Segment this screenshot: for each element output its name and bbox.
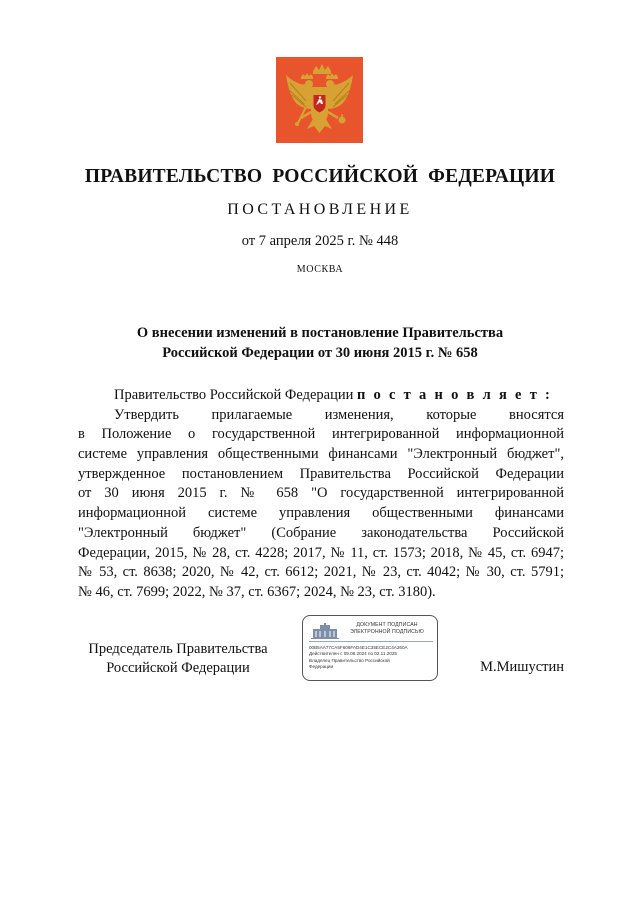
stamp-divider <box>309 641 433 642</box>
subject-line: О внесении изменений в постановление Правительства <box>136 325 504 341</box>
document-body <box>78 386 564 603</box>
coat-of-arms-icon <box>276 57 363 143</box>
stamp-owner: Владелец Правительство Российской <box>309 657 390 663</box>
signer-position-line: Российской Федерации <box>106 660 250 676</box>
coat-of-arms-emblem <box>276 57 363 143</box>
building-icon <box>311 623 339 639</box>
signer-position <box>78 640 278 678</box>
document-city: МОСКВА <box>296 264 344 275</box>
signer-position-line: Председатель Правительства <box>88 641 268 657</box>
stamp-title-line: ЭЛЕКТРОННОЙ ПОДПИСЬЮ <box>350 629 424 635</box>
stamp-title <box>339 622 435 636</box>
stamp-owner: Федерации <box>309 663 334 669</box>
stamp-validity: Действителен с 09.08.2024 по 02.11.2025 <box>309 651 397 657</box>
body-line: утвержденное постановлением Правительства Российской Федерации <box>78 465 564 482</box>
subject-line: Российской Федерации от 30 июня 2015 г. № 658 <box>162 345 478 361</box>
stamp-certificate: 00B5AA77CA5F606FAD4E1C35ECE2C4A260A <box>309 645 408 650</box>
document-subject <box>0 323 640 363</box>
body-line: информационной системе управления общественными финансами <box>78 505 564 522</box>
stamp-title-line: ДОКУМЕНТ ПОДПИСАН <box>356 622 418 628</box>
stamp-details <box>309 645 435 670</box>
body-line: системе управления общественными финансами "Электронный бюджет", <box>78 446 564 463</box>
body-line: № 53, ст. 8638; 2020, № 42, ст. 6612; 2021, № 23, ст. 4042; № 30, ст. 5791; <box>78 564 564 581</box>
body-line: Федерации, 2015, № 28, ст. 4228; 2017, № 11, ст. 1573; 2018, № 45, ст. 6947; <box>78 544 564 561</box>
body-line: № 46, ст. 7699; 2022, № 37, ст. 6367; 2024, № 23, ст. 3180). <box>78 583 436 600</box>
body-line: Утвердить прилагаемые изменения, которые вносятся <box>114 406 564 423</box>
government-title: ПРАВИТЕЛЬСТВО РОССИЙСКОЙ ФЕДЕРАЦИИ <box>84 166 556 187</box>
intro-text: Правительство Российской Федерации <box>114 387 354 403</box>
intro-verb: п о с т а н о в л я е т : <box>356 387 553 403</box>
body-line: от 30 июня 2015 г. № 658 "О государственной интегрированной <box>78 485 564 502</box>
body-line: в Положение о государственной интегрированной информационной <box>78 426 564 443</box>
body-line: "Электронный бюджет" (Собрание законодательства Российской <box>78 524 564 541</box>
electronic-signature-stamp <box>302 615 438 681</box>
document-date-number: от 7 апреля 2025 г. № 448 <box>241 233 399 249</box>
document-type: ПОСТАНОВЛЕНИЕ <box>227 201 413 218</box>
body-intro-line <box>78 386 564 406</box>
signer-name: М.Мишустин <box>480 659 564 675</box>
